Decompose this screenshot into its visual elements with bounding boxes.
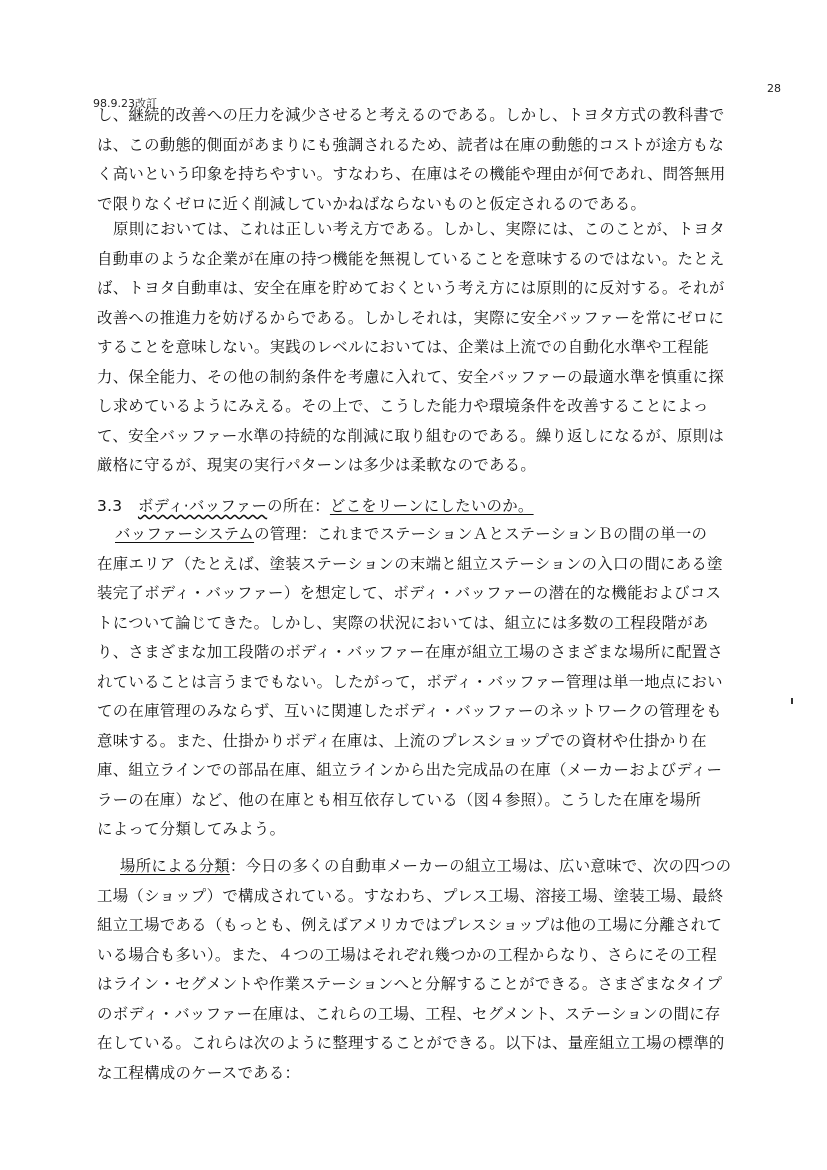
section-question: どこをリーンにしたいのか。 [329, 497, 534, 515]
text-line: し求めているようにみえる。その上で、こうした能力や環境条件を改善することによっ [97, 397, 709, 415]
text-line: り、さまざまな加工段階のボディ・バッファー在庫が組立工場のさまざまな場所に配置さ [97, 643, 724, 661]
text-line: 原則においては、これは正しい考え方である。しかし、実際には、このことが、トヨタ [113, 220, 725, 238]
text-line: 力、保全能力、その他の制約条件を考慮に入れて、安全バッファーの最適水準を慎重に探 [97, 367, 725, 386]
section-number: 3.3 [97, 497, 123, 515]
text-line: 在庫エリア（たとえば、塗装ステーションの末端と組立ステーションの入口の間にある塗 [97, 554, 723, 573]
section-heading [97, 492, 785, 522]
text-line: な工程構成のケースである： [97, 1063, 301, 1082]
paragraph-3 [97, 520, 785, 845]
text-line: 自動車のような企業が在庫の持つ機能を無視していることを意味するのではない。たとえ [97, 249, 725, 268]
term-buffer-system: バッファーシステム [115, 525, 255, 543]
text-line: 厳格に守るが、現実の実行パターンは多少は柔軟なのである。 [97, 456, 537, 474]
text-line: く高いという印象を持ちやすい。すなわち、在庫はその機能や理由が何であれ、問答無用 [97, 165, 726, 183]
text-line: し、継続的改善への圧力を減少させると考えるのである。しかし、トヨタ方式の教科書で [97, 106, 725, 124]
page-number: 28 [767, 82, 781, 95]
text-line: 装完了ボディ・バッファー）を想定して、ボディ・バッファーの潜在的な機能およびコス [97, 584, 722, 602]
text-line: 工場（ショップ）で構成されている。すなわち、プレス工場、溶接工場、塗装工場、最終 [97, 886, 724, 905]
text-line: 庫、組立ラインでの部品在庫、組立ラインから出た完成品の在庫（メーカーおよびディー [97, 761, 723, 779]
paragraph-2 [97, 215, 785, 481]
text-line: ラーの在庫）など、他の在庫とも相互依存している（図４参照）。こうした在庫を場所 [97, 790, 702, 809]
text-line: 改善への推進力を妨げるからである。しかしそれは，実際に安全バッファーを常にゼロに [97, 308, 725, 327]
section-term: ボディ·バッファー [137, 497, 268, 515]
revision-date: 98.9.23改訂 [93, 97, 157, 110]
section-title-mid: の所在： [267, 497, 330, 515]
text-line: 組立工場である（もっとも、例えばアメリカではプレスショップは他の工場に分離されて [97, 916, 723, 934]
text-line: トについて論じてきた。しかし、実際の状況においては、組立には多数の工程段階があ [97, 613, 709, 632]
text-line: れていることは言うまでもない。したがって，ボディ・バッファー管理は単一地点におい [97, 672, 723, 691]
text-line: のボディ・バッファー在庫は、これらの工場、工程、セグメント、ステーションの間に存 [97, 1004, 721, 1023]
text-line: ば、トヨタ自動車は、安全在庫を貯めておくという考え方には原則的に反対する。それが [97, 279, 725, 297]
text-line: で限りなくゼロに近く削減していかねばならないものと仮定されるのである。 [97, 194, 647, 213]
paragraph-4 [97, 852, 785, 1088]
text-line: 在している。これらは次のように整理することができる。以下は、量産組立工場の標準的 [97, 1034, 725, 1052]
text-line: することを意味しない。実践のレベルにおいては、企業は上流での自動化水準や工程能 [97, 338, 709, 356]
text-line: いる場合も多い）。また、４つの工場はそれぞれ幾つかの工程からなり、さらにその工程 [97, 945, 717, 964]
text-line: は、この動態的側面があまりにも強調されるため、読者は在庫の動態的コストが途方もな [97, 135, 725, 154]
text-line: によって分類してみよう。 [97, 820, 286, 838]
text-fragment: ：今日の多くの自動車メーカーの組立工場は、広い意味で、次の四つの [229, 857, 732, 875]
text-line: て、安全バッファー水準の持続的な削減に取り組むのである。繰り返しになるが、原則は [97, 426, 725, 445]
scan-mark [791, 698, 793, 704]
text-line: ての在庫管理のみならず、互いに関連したボディ・バッファーのネットワークの管理をも [97, 702, 722, 720]
term-classification-by-location: 場所による分類 [120, 857, 230, 875]
text-fragment: の管理：これまでステーションＡとステーションＢの間の単一の [254, 525, 708, 543]
text-line: 意味する。また、仕掛かりボディ在庫は、上流のプレスショップでの資材や仕掛かり在 [97, 731, 707, 750]
text-line: はライン・セグメントや作業ステーションへと分解することができる。さまざまなタイプ [97, 975, 723, 993]
paragraph-1 [97, 101, 785, 219]
